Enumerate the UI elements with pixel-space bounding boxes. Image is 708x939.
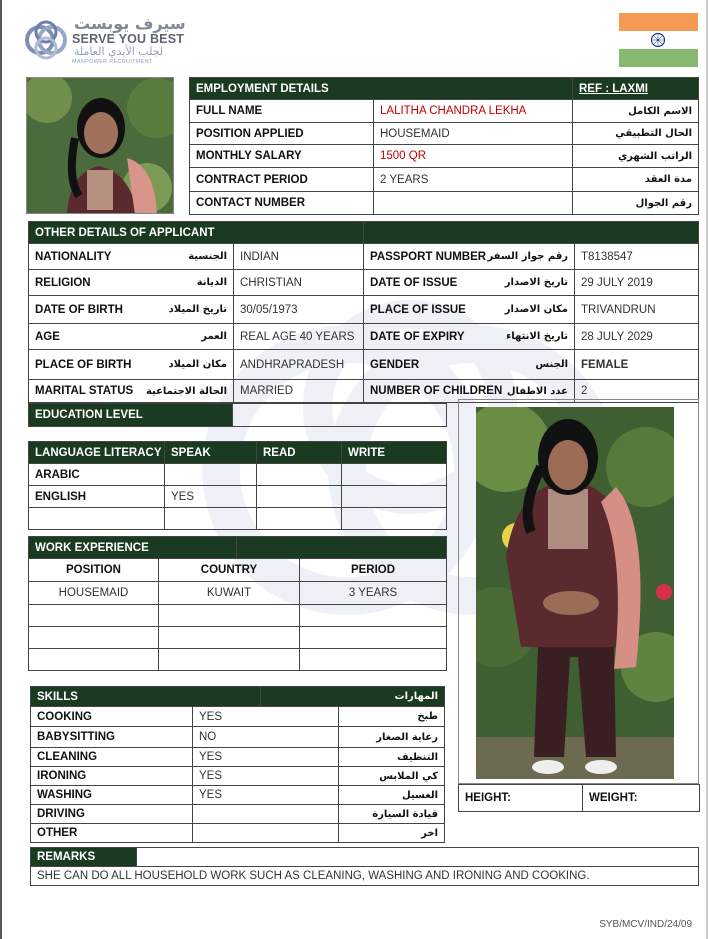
work-position — [29, 627, 159, 649]
skill-value: YES — [193, 767, 339, 786]
place-of-birth-arabic-label: مكان الميلاد — [168, 359, 227, 370]
work-country — [159, 649, 300, 671]
table-row — [31, 748, 445, 767]
skill-name: OTHER — [31, 824, 193, 843]
monthly-salary-arabic-label: الراتب الشهري — [573, 145, 699, 168]
remarks-table — [30, 847, 699, 886]
language-speak — [165, 508, 257, 530]
marital-status-label: MARITAL STATUS — [35, 385, 134, 397]
nationality-label: NATIONALITY — [35, 250, 112, 263]
nationality-arabic-label: الجنسية — [188, 251, 227, 262]
height-label: HEIGHT: — [459, 785, 583, 812]
other-details-table — [28, 221, 699, 403]
age-value: REAL AGE 40 YEARS — [234, 324, 364, 350]
work-country — [159, 605, 300, 627]
table-row — [31, 707, 445, 727]
contract-period-arabic-label: مدة العقد — [573, 168, 699, 192]
logo-english-name: SERVE YOU BEST — [72, 32, 185, 46]
education-level-header: EDUCATION LEVEL — [29, 404, 233, 427]
language-literacy-table — [28, 441, 447, 530]
language-literacy-header: LANGUAGE LITERACY — [29, 442, 165, 464]
number-of-children-value: 2 — [575, 380, 699, 403]
table-row — [29, 486, 447, 508]
language-write — [342, 486, 447, 508]
other-details-header: OTHER DETAILS OF APPLICANT — [29, 222, 364, 244]
table-row — [29, 649, 447, 671]
employment-details-header: EMPLOYMENT DETAILS — [190, 78, 573, 100]
religion-label: RELIGION — [35, 276, 91, 289]
date-of-issue-label: DATE OF ISSUE — [370, 276, 458, 289]
skill-name: IRONING — [31, 767, 193, 786]
passport-number-value: T8138547 — [575, 244, 699, 270]
table-row — [31, 767, 445, 786]
work-period: 3 YEARS — [300, 582, 447, 605]
nationality-value: INDIAN — [234, 244, 364, 270]
skill-name: CLEANING — [31, 748, 193, 767]
position-applied-label: POSITION APPLIED — [190, 123, 374, 145]
date-of-birth-label: DATE OF BIRTH — [35, 303, 123, 316]
date-of-expiry-label: DATE OF EXPIRY — [370, 330, 465, 343]
logo-mark-icon — [22, 14, 70, 66]
number-of-children-label: NUMBER OF CHILDREN — [370, 385, 503, 397]
place-of-issue-value: TRIVANDRUN — [575, 296, 699, 324]
work-experience-table — [28, 536, 447, 671]
language-name: ARABIC — [29, 464, 165, 486]
skill-arabic-name: الغسيل — [339, 786, 445, 805]
full-name-label: FULL NAME — [190, 100, 374, 123]
table-row — [29, 244, 699, 270]
work-period — [300, 627, 447, 649]
logo-arabic-name: سيرف يوبست — [74, 14, 186, 33]
skill-value — [193, 805, 339, 824]
work-position — [29, 649, 159, 671]
reference-code: REF : LAXMI — [573, 78, 699, 100]
gender-value: FEMALE — [575, 350, 699, 380]
skill-arabic-name: اخر — [339, 824, 445, 843]
skill-value: NO — [193, 727, 339, 748]
language-speak: YES — [165, 486, 257, 508]
language-name: ENGLISH — [29, 486, 165, 508]
remarks-header: REMARKS — [31, 848, 137, 867]
remarks-text: SHE CAN DO ALL HOUSEHOLD WORK SUCH AS CLEANING, WASHING AND IRONING AND COOKING. — [31, 867, 699, 886]
skill-value: YES — [193, 707, 339, 727]
logo-subtitle: MANPOWER RECRUITMENT — [72, 59, 153, 65]
height-weight-table — [458, 784, 700, 812]
religion-arabic-label: الديانة — [196, 277, 227, 288]
skill-value: YES — [193, 748, 339, 767]
date-of-birth-value: 30/05/1973 — [234, 296, 364, 324]
skills-table — [30, 686, 445, 843]
marital-status-arabic-label: الحالة الاجتماعية — [145, 385, 227, 397]
country-column-header: COUNTRY — [159, 559, 300, 582]
work-period — [300, 605, 447, 627]
skill-value — [193, 824, 339, 843]
monthly-salary-label: MONTHLY SALARY — [190, 145, 374, 168]
table-row — [29, 627, 447, 649]
table-row — [29, 296, 699, 324]
passport-number-arabic-label: رقم جواز السفر — [487, 251, 568, 262]
table-row — [29, 605, 447, 627]
place-of-issue-label: PLACE OF ISSUE — [370, 303, 466, 316]
page-left-border — [0, 0, 2, 939]
contract-period-label: CONTRACT PERIOD — [190, 168, 374, 192]
speak-header: SPEAK — [165, 442, 257, 464]
skill-arabic-name: كي الملابس — [339, 767, 445, 786]
other-details-header-fill — [364, 222, 699, 244]
work-position: HOUSEMAID — [29, 582, 159, 605]
weight-label: WEIGHT: — [583, 785, 700, 812]
skills-header: SKILLS — [31, 687, 261, 707]
gender-arabic-label: الجنس — [535, 359, 568, 370]
full-name-value: LALITHA CHANDRA LEKHA — [374, 100, 573, 123]
read-header: READ — [257, 442, 342, 464]
work-position — [29, 605, 159, 627]
language-write — [342, 464, 447, 486]
place-of-issue-arabic-label: مكان الاصدار — [504, 304, 568, 315]
skill-name: BABYSITTING — [31, 727, 193, 748]
table-row — [29, 582, 447, 605]
table-row — [31, 805, 445, 824]
applicant-photo-small — [26, 77, 174, 214]
monthly-salary-value: 1500 QR — [374, 145, 573, 168]
language-read — [257, 464, 342, 486]
education-level-value — [233, 404, 447, 427]
position-applied-arabic-label: الحال التطبيقي — [573, 123, 699, 145]
marital-status-value: MARRIED — [234, 380, 364, 403]
language-read — [257, 508, 342, 530]
skill-arabic-name: طبخ — [339, 707, 445, 727]
work-period — [300, 649, 447, 671]
table-row — [31, 727, 445, 748]
age-label: AGE — [35, 330, 60, 343]
position-column-header: POSITION — [29, 559, 159, 582]
language-name — [29, 508, 165, 530]
contact-number-arabic-label: رقم الجوال — [573, 192, 699, 215]
date-of-birth-arabic-label: تاريخ الميلاد — [168, 304, 227, 315]
contact-number-value — [374, 192, 573, 215]
table-row — [31, 786, 445, 805]
age-arabic-label: العمر — [201, 331, 227, 342]
table-row — [31, 824, 445, 843]
skill-arabic-name: رعاية الصغار — [339, 727, 445, 748]
table-row — [29, 270, 699, 296]
number-of-children-arabic-label: عدد الاطفال — [506, 385, 568, 397]
date-of-expiry-arabic-label: تاريخ الانتهاء — [506, 331, 568, 342]
skill-name: COOKING — [31, 707, 193, 727]
position-applied-value: HOUSEMAID — [374, 123, 573, 145]
date-of-issue-value: 29 JULY 2019 — [575, 270, 699, 296]
table-row — [29, 464, 447, 486]
date-of-expiry-value: 28 JULY 2029 — [575, 324, 699, 350]
period-column-header: PERIOD — [300, 559, 447, 582]
work-experience-header: WORK EXPERIENCE — [29, 537, 237, 559]
work-country — [159, 627, 300, 649]
contract-period-value: 2 YEARS — [374, 168, 573, 192]
contact-number-label: CONTACT NUMBER — [190, 192, 374, 215]
language-write — [342, 508, 447, 530]
full-name-arabic-label: الاسم الكامل — [573, 100, 699, 123]
place-of-birth-label: PLACE OF BIRTH — [35, 358, 132, 371]
skill-value: YES — [193, 786, 339, 805]
skill-arabic-name: قيادة السيارة — [339, 805, 445, 824]
applicant-photo-full — [476, 407, 674, 779]
education-level-table — [28, 403, 447, 427]
skill-name: WASHING — [31, 786, 193, 805]
work-country: KUWAIT — [159, 582, 300, 605]
company-logo — [22, 14, 192, 70]
date-of-issue-arabic-label: تاريخ الاصدار — [504, 277, 568, 288]
language-read — [257, 486, 342, 508]
table-row — [29, 350, 699, 380]
document-reference-code: SYB/MCV/IND/24/09 — [599, 919, 692, 930]
skills-arabic-header: المهارات — [261, 687, 445, 707]
gender-label: GENDER — [370, 358, 420, 371]
write-header: WRITE — [342, 442, 447, 464]
place-of-birth-value: ANDHRAPRADESH — [234, 350, 364, 380]
employment-details-table — [189, 77, 699, 215]
remarks-header-fill — [137, 848, 699, 867]
work-experience-header-fill — [237, 537, 447, 559]
skill-name: DRIVING — [31, 805, 193, 824]
religion-value: CHRISTIAN — [234, 270, 364, 296]
skill-arabic-name: التنظيف — [339, 748, 445, 767]
logo-arabic-subtitle: لجلب الأيدي العاملة — [74, 45, 164, 58]
table-row — [29, 324, 699, 350]
language-speak — [165, 464, 257, 486]
india-flag-icon — [619, 13, 698, 67]
passport-number-label: PASSPORT NUMBER — [370, 250, 487, 263]
ashoka-chakra-icon — [650, 32, 666, 48]
table-row — [29, 508, 447, 530]
